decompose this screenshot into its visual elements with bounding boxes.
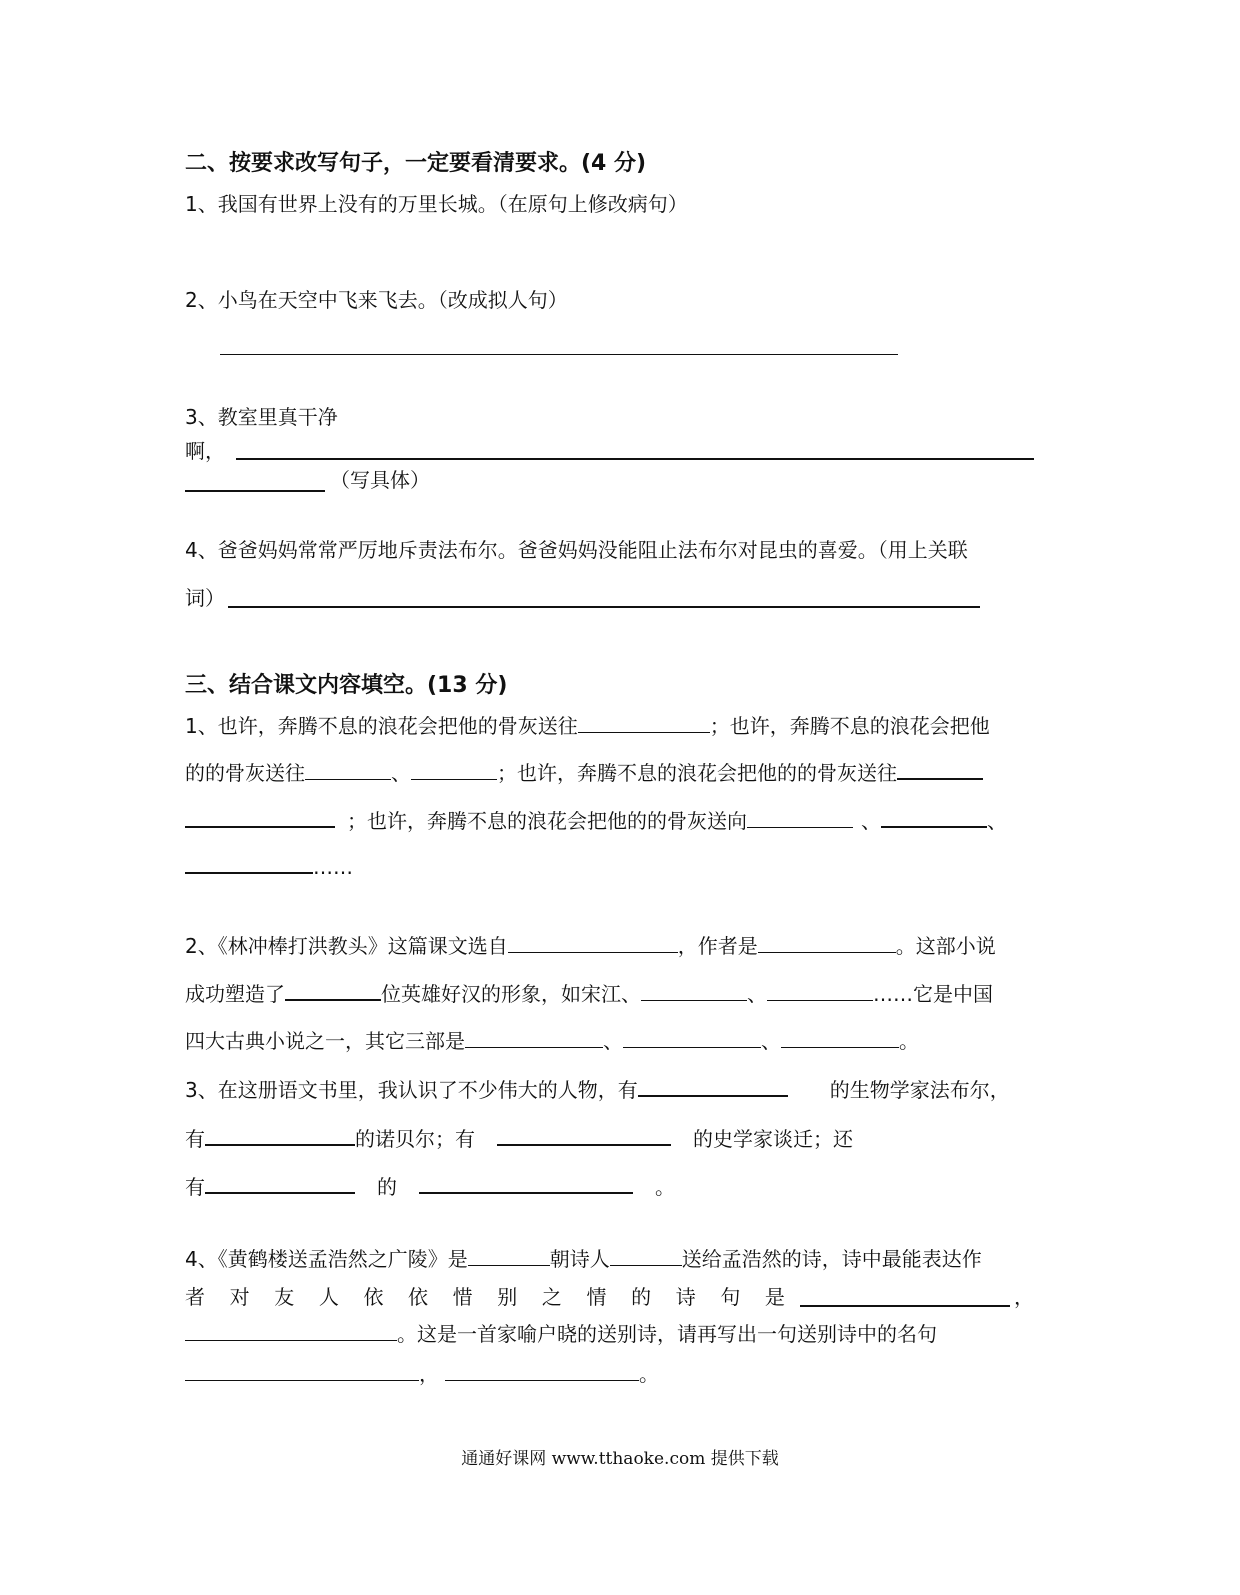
s3-q1-text: 、 bbox=[391, 761, 411, 785]
s3-q4-blank-6[interactable] bbox=[445, 1360, 639, 1381]
s3-q4-char: 之 bbox=[541, 1285, 562, 1309]
s3-q4-char: 情 bbox=[586, 1285, 607, 1309]
s2-question-4: 4、爸爸妈妈常常严厉地斥责法布尔。爸爸妈妈没能阻止法布尔对昆虫的喜爱。（用上关联 bbox=[185, 538, 968, 562]
s3-q4-text: 。 bbox=[639, 1362, 659, 1386]
section-2-title: 二、按要求改写句子，一定要看清要求。(4 分) bbox=[185, 151, 647, 176]
s3-q2-text: 成功塑造了 bbox=[185, 982, 285, 1006]
s3-q3-blank-1[interactable] bbox=[638, 1075, 788, 1097]
s3-q1-text: 、 bbox=[987, 809, 1007, 833]
s3-q4-char: 依 bbox=[408, 1285, 429, 1309]
s3-q4-text: 4、《黄鹤楼送孟浩然之广陵》是 bbox=[185, 1247, 468, 1271]
s3-q3-line-3 bbox=[185, 1172, 675, 1201]
s3-q2-text: 、 bbox=[603, 1029, 623, 1053]
s3-q3-line-2 bbox=[185, 1124, 853, 1153]
s3-q4-char: 友 bbox=[274, 1285, 295, 1309]
s3-q2-line-1 bbox=[185, 932, 996, 960]
s2-q4-answer-line[interactable] bbox=[228, 606, 980, 608]
s3-q4-blank-2[interactable] bbox=[610, 1245, 682, 1266]
s3-q2-text: 、 bbox=[761, 1029, 781, 1053]
s3-q2-blank-4[interactable] bbox=[641, 980, 747, 1001]
s3-q2-blank-5[interactable] bbox=[767, 980, 873, 1001]
s3-q4-char: 句 bbox=[720, 1285, 741, 1309]
s3-q3-blank-3[interactable] bbox=[497, 1124, 671, 1146]
s3-q1-blank-7[interactable] bbox=[881, 806, 987, 828]
s3-q4-char: 诗 bbox=[675, 1285, 696, 1309]
s3-q2-blank-2[interactable] bbox=[758, 932, 896, 953]
s3-q3-blank-5[interactable] bbox=[419, 1172, 633, 1194]
s3-q3-text: 的诺贝尔；有 bbox=[355, 1127, 475, 1151]
s3-q3-text: 的史学家谈迁；还 bbox=[693, 1127, 853, 1151]
s3-q4-text: 。这是一首家喻户晓的送别诗，请再写出一句送别诗中的名句 bbox=[397, 1322, 937, 1346]
s3-q3-text: 3、在这册语文书里，我认识了不少伟大的人物，有 bbox=[185, 1078, 638, 1102]
s3-q2-text: ……它是中国 bbox=[873, 982, 993, 1006]
s2-question-2: 2、小鸟在天空中飞来飞去。（改成拟人句） bbox=[185, 288, 568, 312]
s3-q2-text: 四大古典小说之一，其它三部是 bbox=[185, 1029, 465, 1053]
s3-q2-blank-8[interactable] bbox=[781, 1027, 899, 1048]
s2-q3-answer-line-2[interactable] bbox=[185, 490, 325, 492]
s3-q2-line-2 bbox=[185, 979, 993, 1008]
s3-q2-blank-7[interactable] bbox=[623, 1027, 761, 1048]
s3-q1-blank-8[interactable] bbox=[185, 852, 313, 874]
s2-q3-text-b: 啊， bbox=[185, 439, 225, 463]
s3-q3-text: 的生物学家法布尔， bbox=[829, 1078, 1010, 1102]
s3-q1-text: 1、也许，奔腾不息的浪花会把他的骨灰送往 bbox=[185, 714, 578, 738]
s2-q2-answer-line[interactable] bbox=[220, 354, 898, 355]
s3-q2-text: 2、《林冲棒打洪教头》这篇课文选自 bbox=[185, 934, 508, 958]
s3-q2-text: 。 bbox=[899, 1029, 919, 1053]
s3-q4-text: 朝诗人 bbox=[549, 1247, 610, 1271]
s3-q4-char: 惜 bbox=[452, 1285, 473, 1309]
s3-q1-blank-1[interactable] bbox=[578, 712, 710, 733]
s3-q3-text: 的 bbox=[377, 1175, 397, 1199]
s3-q1-blank-2[interactable] bbox=[305, 759, 391, 780]
s3-q2-text: 、 bbox=[747, 982, 767, 1006]
s3-q1-blank-3[interactable] bbox=[411, 759, 497, 780]
s3-q1-text: 、 bbox=[861, 809, 881, 833]
s3-q1-ellipsis: …… bbox=[313, 855, 353, 879]
s3-q4-char: 对 bbox=[229, 1285, 250, 1309]
s3-q4-char: 的 bbox=[631, 1285, 652, 1309]
s2-q4-text-b: 词） bbox=[185, 586, 225, 610]
s3-q1-blank-6[interactable] bbox=[747, 807, 853, 828]
s2-question-3: 3、教室里真干净 bbox=[185, 405, 338, 429]
section-3-title: 三、结合课文内容填空。(13 分) bbox=[185, 673, 508, 698]
s3-q1-text: ；也许，奔腾不息的浪花会把他 bbox=[709, 714, 990, 738]
s3-q1-line-4 bbox=[185, 852, 353, 881]
s3-q4-char: 人 bbox=[318, 1285, 339, 1309]
s3-q4-char: 别 bbox=[497, 1285, 518, 1309]
s3-q1-line-1 bbox=[185, 712, 990, 740]
s3-q2-blank-1[interactable] bbox=[508, 932, 678, 953]
s3-q2-line-3 bbox=[185, 1027, 919, 1055]
s3-q3-line-1 bbox=[185, 1075, 1010, 1104]
s3-q3-text: 。 bbox=[655, 1175, 675, 1199]
s3-q4-line-2-spaced-text bbox=[185, 1283, 785, 1311]
s3-q4-blank-3[interactable] bbox=[800, 1305, 1010, 1307]
s2-q3-hint: （写具体） bbox=[330, 468, 430, 492]
s3-q4-line-3 bbox=[185, 1320, 937, 1348]
s3-q4-char: 是 bbox=[764, 1285, 785, 1309]
s3-q1-text: ；也许，奔腾不息的浪花会把他的的骨灰送向 bbox=[347, 809, 747, 833]
s3-q2-text: ，作者是 bbox=[677, 934, 758, 958]
s3-q2-text: 位英雄好汉的形象，如宋江、 bbox=[381, 982, 641, 1006]
s3-q4-line-1 bbox=[185, 1245, 982, 1273]
s3-q4-blank-1[interactable] bbox=[468, 1245, 550, 1266]
s3-q2-blank-3[interactable] bbox=[285, 979, 381, 1001]
s3-q1-blank-4[interactable] bbox=[897, 758, 983, 780]
s3-q4-blank-5[interactable] bbox=[185, 1360, 419, 1381]
s3-q4-char: 依 bbox=[363, 1285, 384, 1309]
s3-q3-blank-4[interactable] bbox=[205, 1172, 355, 1194]
s3-q1-line-2 bbox=[185, 758, 983, 787]
s3-q4-text: 送给孟浩然的诗，诗中最能表达作 bbox=[681, 1247, 982, 1271]
s3-q3-text: 有 bbox=[185, 1127, 205, 1151]
s3-q4-comma: ， bbox=[1014, 1285, 1034, 1309]
s3-q4-text: ， bbox=[419, 1362, 439, 1386]
s3-q2-blank-6[interactable] bbox=[465, 1027, 603, 1048]
s3-q3-text: 有 bbox=[185, 1175, 205, 1199]
s3-q3-blank-2[interactable] bbox=[205, 1124, 355, 1146]
s2-q3-answer-line-1[interactable] bbox=[236, 458, 1034, 460]
s3-q1-text: ；也许，奔腾不息的浪花会把他的的骨灰送往 bbox=[497, 761, 897, 785]
s3-q1-line-3 bbox=[185, 806, 1007, 835]
s3-q4-line-4 bbox=[185, 1360, 659, 1388]
s2-question-1: 1、我国有世界上没有的万里长城。（在原句上修改病句） bbox=[185, 192, 688, 216]
s3-q4-blank-4[interactable] bbox=[185, 1320, 397, 1341]
s3-q4-char: 者 bbox=[185, 1285, 205, 1309]
s3-q2-text: 。这部小说 bbox=[895, 934, 996, 958]
s3-q1-text: 的的骨灰送往 bbox=[185, 761, 305, 785]
s3-q1-blank-5[interactable] bbox=[185, 806, 335, 828]
page-footer: 通通好课网 www.tthaoke.com 提供下载 bbox=[461, 1449, 779, 1469]
